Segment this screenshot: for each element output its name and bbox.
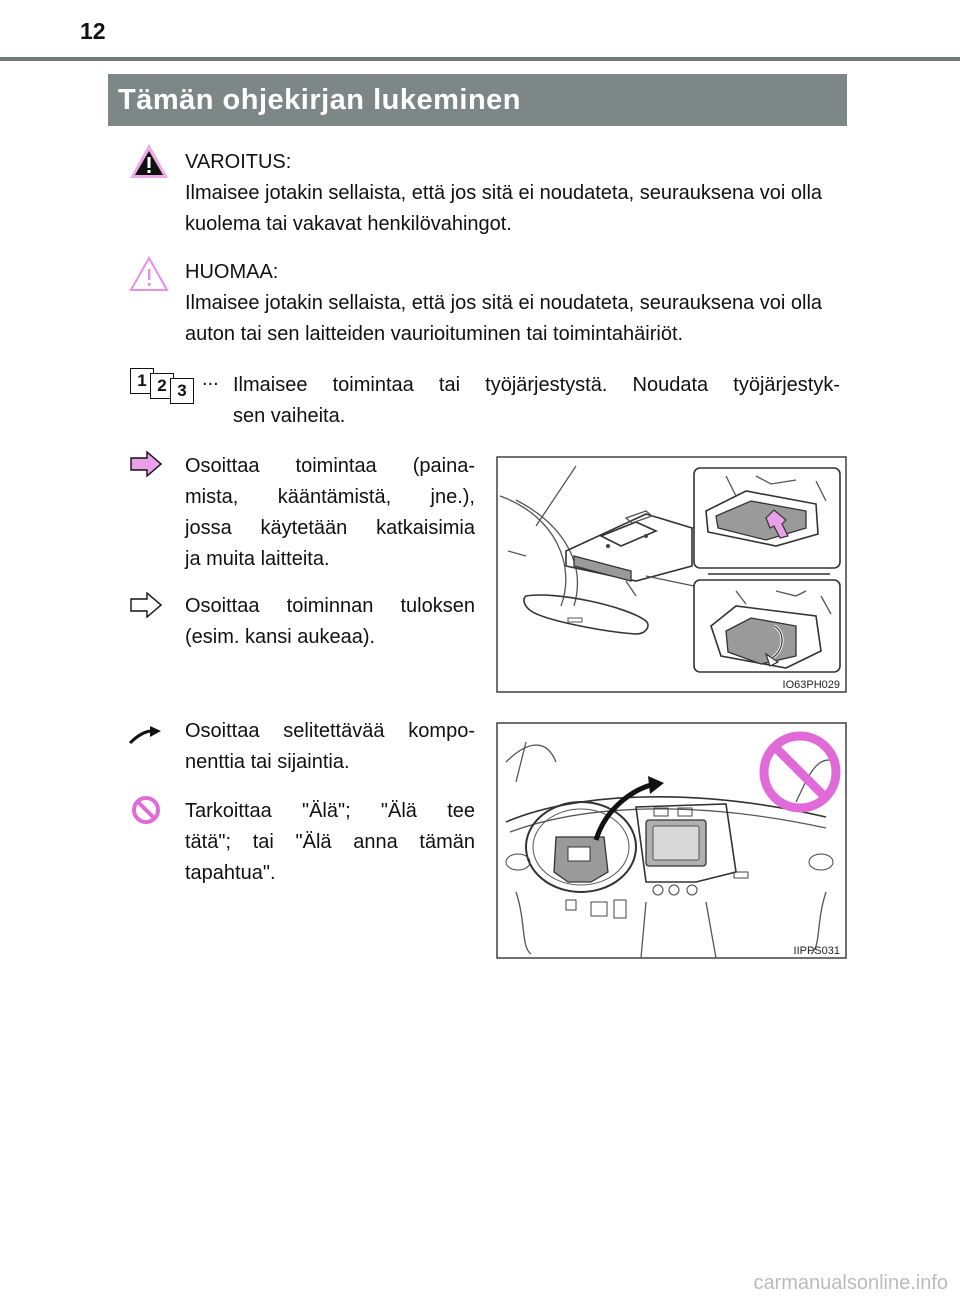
operation-text-line: ja muita laitteita. [185, 548, 330, 570]
operation-text-line: jossa käytetään katkaisimia [185, 517, 475, 539]
section-title: Tämän ohjekirjan lukeminen [118, 84, 521, 116]
step-number-1: 1 [130, 368, 154, 394]
component-text-line: nenttia tai sijaintia. [185, 751, 350, 773]
warning-title: VAROITUS: [185, 151, 292, 173]
notice-title: HUOMAA: [185, 261, 279, 283]
steps-text-line1: Ilmaisee toimintaa tai työjärjestystä. Noudata työjärjestyk- [233, 374, 840, 396]
prohibition-text-line: tätä"; tai "Älä anna tämän [185, 831, 475, 853]
step-number-3: 3 [170, 378, 194, 404]
result-arrow-text [185, 591, 475, 653]
prohibition-text-line: Tarkoittaa "Älä"; "Älä tee [185, 800, 475, 822]
prohibition-icon [131, 795, 161, 825]
result-text-line: (esim. kansi aukeaa). [185, 626, 376, 648]
component-arrow-text [185, 716, 475, 778]
result-arrow-icon [130, 592, 162, 618]
dashboard-figure [496, 722, 848, 960]
notice-text: Ilmaisee jotakin sellaista, että jos sitä ei noudateta, seurauksena voi olla auton tai sen laitteiden vaurioituminen tai toimintahäiriöt. [185, 292, 823, 345]
operation-arrow-text [185, 451, 475, 575]
warning-triangle-icon [128, 142, 170, 180]
prohibition-text [185, 796, 475, 889]
operation-text-line: Osoittaa toimintaa (paina- [185, 455, 475, 477]
step-numbers-icon [130, 368, 210, 404]
footer-watermark: carmanualsonline.info [753, 1272, 948, 1294]
operation-text-line: mista, kääntämistä, jne.), [185, 486, 475, 508]
operation-arrow-icon [130, 451, 162, 477]
overhead-console-figure [496, 456, 848, 694]
component-text-line: Osoittaa selitettävää kompo- [185, 720, 475, 742]
page-number: 12 [80, 18, 106, 44]
figure1-code: IO63PH029 [782, 679, 840, 691]
result-text-line: Osoittaa toiminnan tuloksen [185, 595, 475, 617]
warning-text: Ilmaisee jotakin sellaista, että jos sitä ei noudateta, seurauksena voi olla kuolema tai vakavat henkilövahingot. [185, 182, 823, 235]
step-ellipsis: ... [202, 368, 219, 390]
prohibition-text-line: tapahtua". [185, 862, 276, 884]
caution-triangle-icon [128, 255, 170, 293]
step-number-2: 2 [150, 373, 174, 399]
figure2-code: IIPPS031 [793, 945, 840, 957]
top-rule [0, 57, 960, 61]
steps-text-line2: sen vaiheita. [233, 405, 346, 427]
component-pointer-arrow-icon [128, 725, 162, 745]
